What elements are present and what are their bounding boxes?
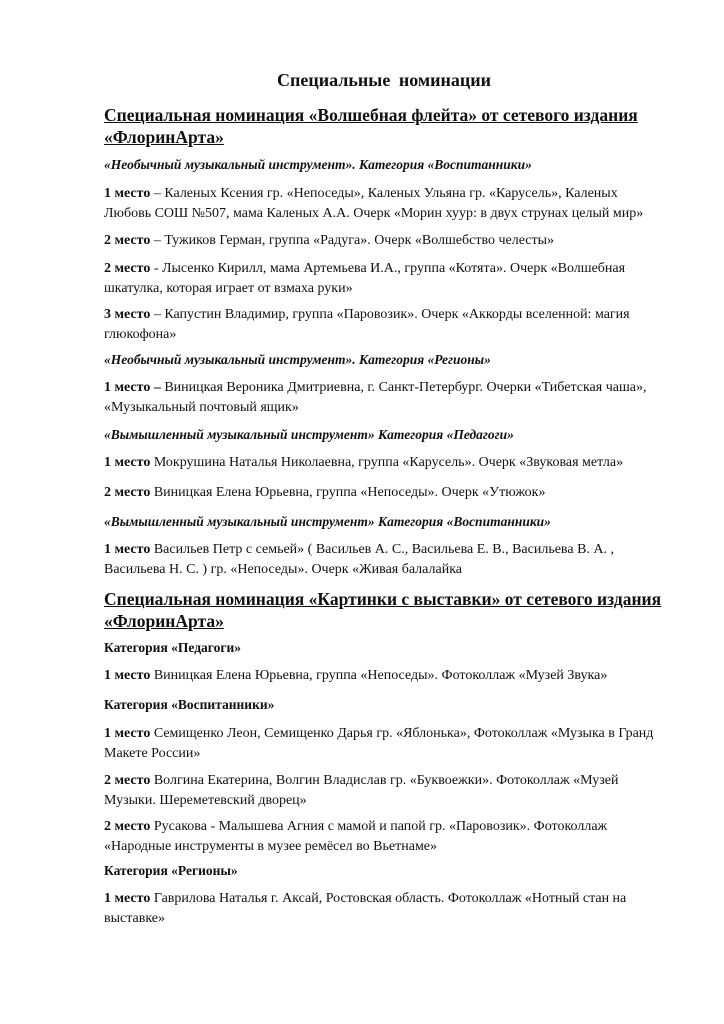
entry-text: Виницкая Елена Юрьевна, группа «Непоседы». Очерк «Утюжок» (150, 485, 546, 500)
place-label: 1 место (104, 891, 151, 906)
award-entry (104, 305, 664, 344)
award-entry (104, 231, 664, 251)
award-entry (104, 378, 664, 417)
entry-text: – Капустин Владимир, группа «Паровозик». Очерк «Аккорды вселенной: магия глюкофона» (104, 307, 630, 342)
award-entry (104, 817, 664, 856)
section-heading (104, 588, 664, 632)
entry-text: Мокрушина Наталья Николаевна, группа «Карусель». Очерк «Звуковая метла» (150, 455, 624, 470)
category-heading: Категория «Воспитанники» (104, 697, 275, 712)
entry-text: Русакова - Малышева Агния с мамой и папой гр. «Паровозик». Фотоколлаж «Народные инструменты в музее ремёсел во Вьетнаме» (104, 819, 608, 854)
entry-text: Виницкая Вероника Дмитриевна, г. Санкт-Петербург. Очерки «Тибетская чаша», «Музыкальный почтовый ящик» (104, 380, 647, 415)
entry-text: Васильев Петр с семьей» ( Васильев А. С., Васильева Е. В., Васильева В. А. , Васильева Н. С. ) гр. «Непоседы». Очерк «Живая балалайка (104, 542, 615, 577)
award-entry (104, 771, 664, 810)
category-heading: «Вымышленный музыкальный инструмент» Категория «Педагоги» (104, 427, 514, 442)
place-label: 1 место (104, 726, 151, 741)
category-heading: «Необычный музыкальный инструмент». Категория «Регионы» (104, 352, 491, 367)
entry-text: Виницкая Елена Юрьевна, группа «Непоседы». Фотоколлаж «Музей Звука» (150, 668, 608, 683)
place-label: 1 место (104, 186, 151, 201)
award-entry (104, 540, 664, 579)
award-entry (104, 666, 664, 686)
entry-text: Гаврилова Наталья г. Аксай, Ростовская область. Фотоколлаж «Нотный стан на выставке» (104, 891, 627, 926)
place-label: 1 место (104, 455, 151, 470)
section-heading-line: «ФлоринАрта» (104, 611, 224, 631)
category-heading: «Вымышленный музыкальный инструмент» Категория «Воспитанники» (104, 514, 551, 529)
section-heading-line: «ФлоринАрта» (104, 127, 224, 147)
place-label: 1 место (104, 668, 151, 683)
award-entry (104, 453, 664, 473)
award-entry (104, 724, 664, 763)
section-heading (104, 104, 664, 148)
entry-text: - Лысенко Кирилл, мама Артемьева И.А., группа «Котята». Очерк «Волшебная шкатулка, которая играет от взмаха руки» (104, 261, 626, 296)
award-entry (104, 483, 664, 503)
section-heading-line: Специальная номинация «Картинки с выставки» от сетевого издания (104, 589, 662, 609)
entry-text: Семищенко Леон, Семищенко Дарья гр. «Яблонька», Фотоколлаж «Музыка в Гранд Макете России» (104, 726, 654, 761)
place-label: 2 место (104, 485, 151, 500)
place-label: 1 место – (104, 380, 161, 395)
place-label: 2 место (104, 261, 151, 276)
place-label: 2 место (104, 773, 151, 788)
award-entry (104, 184, 664, 223)
category-heading: Категория «Регионы» (104, 863, 238, 878)
page-title: Специальные номинации (277, 70, 491, 90)
award-entry (104, 259, 664, 298)
section-heading-line: Специальная номинация «Волшебная флейта» от сетевого издания (104, 105, 638, 125)
place-label: 2 место (104, 819, 151, 834)
place-label: 3 место (104, 307, 151, 322)
place-label: 1 место (104, 542, 151, 557)
entry-text: Волгина Екатерина, Волгин Владислав гр. «Буквоежки». Фотоколлаж «Музей Музыки. Шереметевский дворец» (104, 773, 619, 808)
award-entry (104, 889, 664, 928)
category-heading: Категория «Педагоги» (104, 640, 241, 655)
category-heading: «Необычный музыкальный инструмент». Категория «Воспитанники» (104, 157, 532, 172)
place-label: 2 место (104, 233, 151, 248)
entry-text: – Тужиков Герман, группа «Радуга». Очерк «Волшебство челесты» (150, 233, 555, 248)
entry-text: – Каленых Ксения гр. «Непоседы», Каленых Ульяна гр. «Карусель», Каленых Любовь СОШ №507, мама Каленых А.А. Очерк «Морин хуур: в двух струнах целый мир» (104, 186, 644, 221)
